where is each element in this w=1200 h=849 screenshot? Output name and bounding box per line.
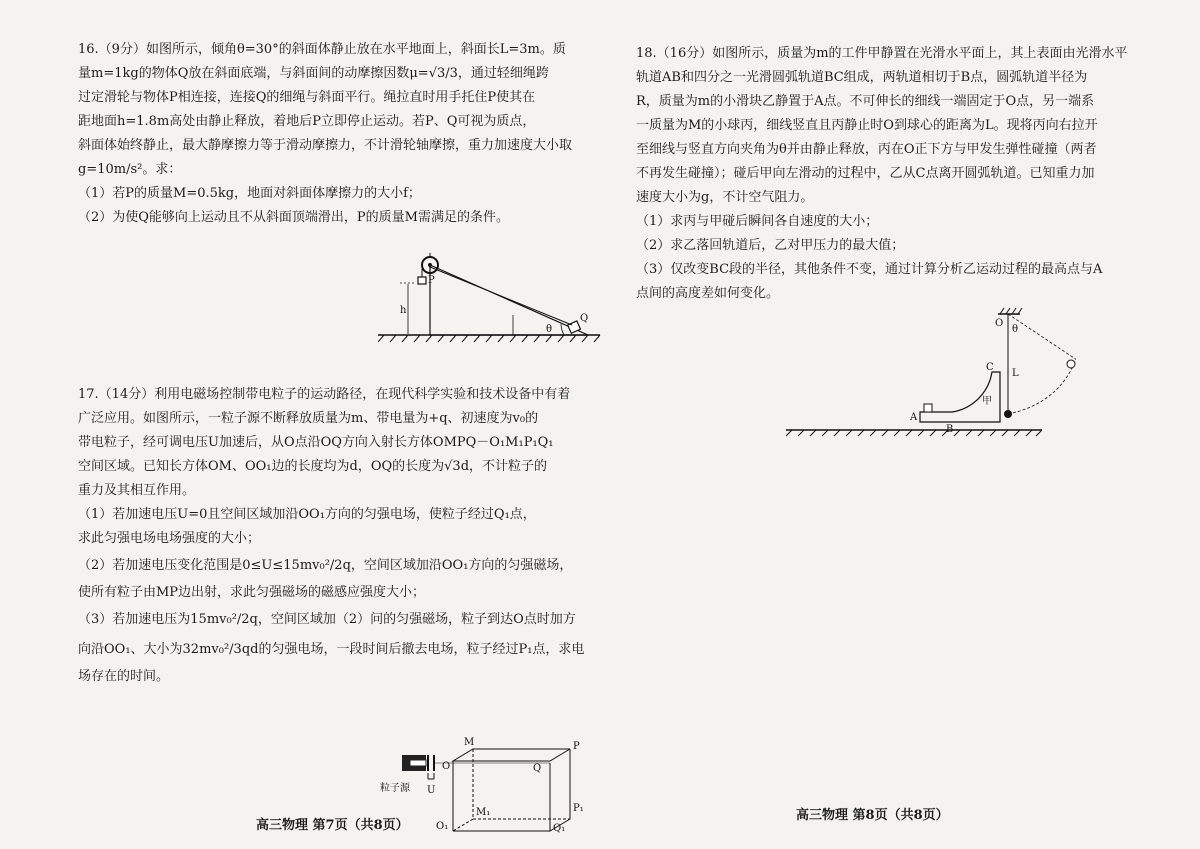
question-18-header: 18.（16分）如图所示，质量为m的工件甲静置在光滑水平面上，其上表面由光滑水平 [636, 46, 1128, 61]
question-18-line: R，质量为m的小滑块乙静置于A点。不可伸长的细线一端固定于O点，另一端系 [636, 94, 1095, 109]
question-17-part-3: （3）若加速电压为15mv₀²/2q，空间区域加（2）问的匀强磁场，粒子到达O点时加方 [78, 612, 576, 627]
question-18-line: 一质量为M的小球丙，细线竖直且丙静止时O到球心的距离为L。现将丙向右拉开 [636, 118, 1098, 133]
question-16 [78, 38, 600, 230]
incline-pulley-figure [378, 253, 608, 343]
pivot-o-label: O [995, 318, 1004, 329]
question-18-part-1: （1）求丙与甲碰后瞬间各自速度的大小； [636, 214, 879, 229]
vertex-q1: Q₁ [553, 823, 566, 833]
question-18-line: 点间的高度差如何变化。 [636, 286, 780, 301]
question-18-part-2: （2）求乙落回轨道后，乙对甲压力的最大值； [636, 238, 905, 253]
question-18-line: 至细线与竖直方向夹角为θ并由静止释放，丙在O正下方与甲发生弹性碰撞（两者 [636, 142, 1097, 157]
vertex-o1: O₁ [436, 821, 449, 832]
right-page [636, 38, 1146, 823]
page-8-footer: 高三物理 第8页（共8页） [796, 808, 949, 823]
question-17-part-1: （1）若加速电压U=0且空间区域加沿OO₁方向的匀强电场，使粒子经过Q₁点， [78, 507, 536, 522]
label-h: h [400, 305, 407, 316]
point-c-label: C [986, 362, 994, 373]
theta-label: θ [546, 324, 553, 335]
question-16-line: 量m=1kg的物体Q放在斜面底端，与斜面间的动摩擦因数μ=√3/3，通过轻细绳跨 [78, 66, 549, 81]
point-a-label: A [910, 412, 918, 423]
label-q: Q [580, 313, 589, 324]
question-18-part-3: （3）仅改变BC段的半径，其他条件不变，通过计算分析乙运动过程的最高点与A [636, 262, 1103, 277]
question-17-line: 重力及其相互作用。 [78, 483, 196, 498]
question-17-line: 使所有粒子由MP边出射，求此匀强磁场的磁感应强度大小； [78, 585, 426, 600]
slider-yi [924, 404, 932, 412]
label-p: P [428, 275, 435, 286]
question-17-header: 17.（14分）利用电磁场控制带电粒子的运动路径，在现代科学实验和技术设备中有着 [78, 387, 571, 402]
question-16-part-2: （2）为使Q能够向上运动且不从斜面顶端滑出，P的质量M需满足的条件。 [78, 210, 509, 225]
question-16-line: 过定滑轮与物体P相连接，连接Q的细绳与斜面平行。绳拉直时用手托住P使其在 [78, 90, 536, 105]
vertex-o: O [442, 761, 451, 772]
block-p [418, 277, 426, 284]
question-17-part-2: （2）若加速电压变化范围是0≤U≤15mv₀²/2q，空间区域加沿OO₁方向的匀强磁场， [78, 558, 573, 573]
pendulum-track-figure [786, 304, 1076, 444]
question-16-header: 16.（9分）如图所示，倾角θ=30°的斜面体静止放在水平地面上，斜面长L=3m。质 [78, 42, 566, 57]
cuboid-figure [378, 703, 598, 833]
question-16-part-1: （1）若P的质量M=0.5kg，地面对斜面体摩擦力的大小f； [78, 186, 421, 201]
question-17-line: 广泛应用。如图所示，一粒子源不断释放质量为m、带电量为+q、初速度为v₀的 [78, 411, 539, 426]
page-7-footer: 高三物理 第7页（共8页） [256, 818, 409, 833]
vertex-m1: M₁ [476, 807, 491, 818]
ball-bing [1004, 410, 1012, 418]
question-17-line: 空间区域。已知长方体OM、OO₁边的长度均为d，OQ的长度为√3d，不计粒子的 [78, 459, 548, 474]
question-17 [78, 383, 584, 689]
vertex-p: P [573, 741, 580, 752]
point-b-label: B [946, 424, 954, 435]
question-17-line: 场存在的时间。 [78, 669, 170, 684]
angle-theta-label: θ [1012, 324, 1019, 335]
question-18 [636, 42, 1146, 306]
ball-bing-start [1067, 360, 1075, 368]
question-17-line: 向沿OO₁、大小为32mv₀²/3qd的匀强电场，一段时间后撤去电场，粒子经过P₁点，求电 [78, 642, 585, 657]
vertex-m: M [464, 737, 475, 748]
question-18-line: 不再发生碰撞）；碰后甲向左滑动的过程中，乙从C点离开圆弧轨道。已知重力加 [636, 166, 1095, 181]
question-18-line: 速度大小为g，不计空气阻力。 [636, 190, 814, 205]
vertex-p1: P₁ [573, 803, 584, 814]
question-16-line: 距地面h=1.8m高处由静止释放，着地后P立即停止运动。若P、Q可视为质点， [78, 114, 536, 129]
vertex-q: Q [533, 763, 542, 774]
question-16-line: 斜面体始终静止，最大静摩擦力等于滑动摩擦力，不计滑轮轴摩擦，重力加速度大小取 [78, 138, 573, 153]
voltage-label: U [427, 785, 436, 796]
length-l-label: L [1012, 368, 1019, 379]
workpiece-jia-label: 甲 [982, 396, 992, 407]
question-17-line: 带电粒子，经可调电压U加速后，从O点沿OQ方向入射长方体OMPQ－O₁M₁P₁Q₁ [78, 435, 554, 450]
question-16-line: g=10m/s²。求： [78, 162, 182, 177]
question-17-line: 求此匀强电场电场强度的大小； [78, 531, 261, 546]
question-18-line: 轨道AB和四分之一光滑圆弧轨道BC组成，两轨道相切于B点，圆弧轨道半径为 [636, 70, 1088, 85]
particle-source-label: 粒子源 [380, 783, 410, 794]
left-page [78, 38, 600, 833]
